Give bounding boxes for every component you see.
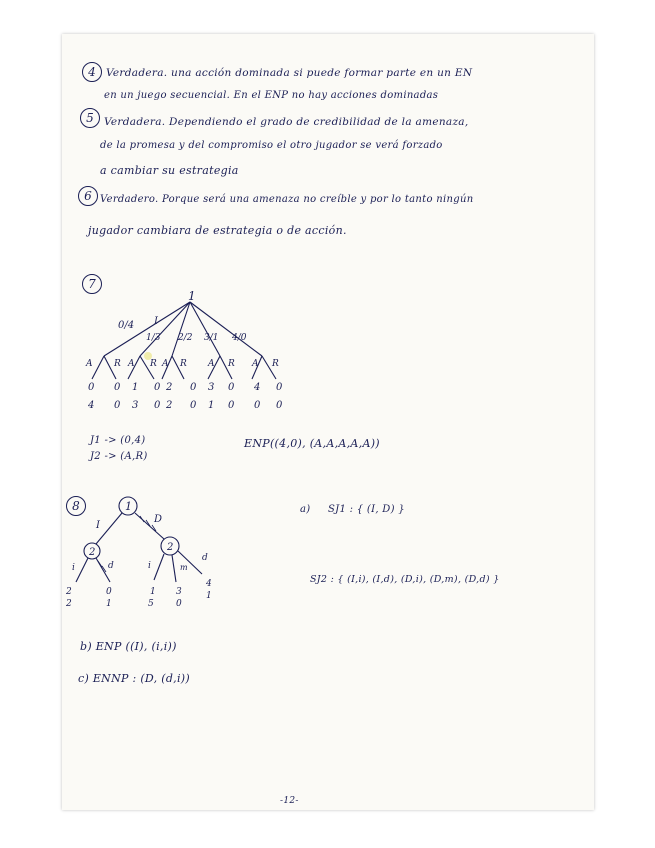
q7-strategy-j2: J2 -> (A,R) (90, 451, 148, 462)
q8-payoff: 1 (206, 591, 212, 601)
q7-response-label: R (150, 359, 157, 369)
q7-payoff-bottom: 0 (254, 400, 261, 411)
q7-strategy-j1: J1 -> (0,4) (90, 435, 146, 446)
q7-payoff-bottom: 3 (132, 400, 139, 411)
q8-edge-label: d (108, 561, 114, 571)
q8-edge-label: i (72, 563, 75, 573)
question-4-number: 4 (82, 62, 102, 82)
q8-payoff: 4 (206, 579, 212, 589)
q7-payoff-top: 1 (132, 382, 139, 393)
question-8-number: 8 (66, 496, 86, 516)
q8-node-1: 1 (125, 500, 132, 513)
q7-payoff-top: 4 (254, 382, 261, 393)
q7-response-label: A (162, 359, 169, 369)
q7-payoff-top: 0 (276, 382, 283, 393)
q8-edge-label: m (180, 563, 188, 572)
q7-payoff-bottom: 2 (166, 400, 173, 411)
q7-payoff-bottom: 0 (114, 400, 121, 411)
page-number: -12- (280, 796, 299, 806)
q8-sj1: SJ1 : { (I, D) } (328, 504, 405, 515)
q7-response-label: R (272, 359, 279, 369)
q7-response-label: R (114, 359, 121, 369)
q7-payoff-bottom: 0 (190, 400, 197, 411)
q6-line-2: jugador cambiara de estrategia o de acción. (88, 224, 347, 237)
q7-edge-label: I (154, 316, 158, 327)
q4-line-1: Verdadera. una acción dominada si puede formar parte en un EN (106, 67, 473, 79)
q8-payoff: 5 (148, 599, 154, 609)
game-tree-7 (62, 34, 594, 810)
question-7-number: 7 (82, 274, 102, 294)
q8-payoff: 0 (176, 599, 182, 609)
q7-payoff-bottom: 0 (276, 400, 283, 411)
q7-enp: ENP((4,0), (A,A,A,A,A)) (244, 437, 380, 450)
q8-payoff: 1 (150, 587, 156, 597)
q7-payoff-top: 0 (88, 382, 95, 393)
question-5-number: 5 (80, 108, 100, 128)
q6-line-1: Verdadero. Porque será una amenaza no creíble y por lo tanto ningún (100, 194, 474, 205)
q8-edge-label: I (96, 520, 100, 531)
q7-payoff-top: 0 (114, 382, 121, 393)
q8-node-2b: 2 (167, 542, 174, 553)
q8-payoff: 3 (176, 587, 182, 597)
q7-response-label: R (228, 359, 235, 369)
q7-payoff-top: 0 (190, 382, 197, 393)
q5-line-3: a cambiar su estrategia (100, 164, 239, 177)
question-6-number: 6 (78, 186, 98, 206)
q8-edge-label: D (154, 514, 163, 525)
q7-root-label: 1 (188, 289, 196, 303)
q7-edge-label: 4/0 (232, 333, 247, 343)
q5-line-1: Verdadera. Dependiendo el grado de credibilidad de la amenaza, (104, 116, 469, 128)
q7-payoff-bottom: 0 (154, 400, 161, 411)
q8-edge-label: i (148, 561, 151, 571)
q7-payoff-top: 0 (228, 382, 235, 393)
q7-response-label: A (208, 359, 215, 369)
q7-edge-label: 1/3 (146, 333, 161, 343)
q4-line-2: en un juego secuencial. En el ENP no hay acciones dominadas (104, 90, 439, 101)
q8-node-2a: 2 (89, 547, 96, 558)
q8-payoff: 2 (66, 599, 72, 609)
q7-edge-label: 2/2 (178, 333, 193, 343)
q8-payoff: 0 (106, 587, 112, 597)
q7-payoff-top: 3 (208, 382, 215, 393)
q8-b-answer: b) ENP ((I), (i,i)) (80, 640, 177, 653)
q8-payoff: 1 (106, 599, 112, 609)
q7-payoff-bottom: 0 (228, 400, 235, 411)
q8-c-answer: c) ENNP : (D, (d,i)) (78, 672, 190, 685)
q7-response-label: A (86, 359, 93, 369)
q5-line-2: de la promesa y del compromiso el otro jugador se verá forzado (100, 140, 443, 151)
q7-payoff-top: 0 (154, 382, 161, 393)
q7-response-label: A (128, 359, 135, 369)
q7-response-label: A (252, 359, 259, 369)
q8-payoff: 2 (66, 587, 72, 597)
q8-edge-label: d (202, 553, 208, 563)
notebook-page (62, 34, 594, 810)
q8-sj2: SJ2 : { (I,i), (I,d), (D,i), (D,m), (D,d) } (310, 574, 500, 585)
q7-payoff-bottom: 1 (208, 400, 215, 411)
q7-edge-label: 0/4 (118, 320, 135, 331)
q7-payoff-bottom: 4 (88, 400, 95, 411)
q7-edge-label: 3/1 (204, 333, 219, 343)
q8-a-label: a) (300, 504, 311, 515)
q7-response-label: R (180, 359, 187, 369)
q7-payoff-top: 2 (166, 382, 173, 393)
